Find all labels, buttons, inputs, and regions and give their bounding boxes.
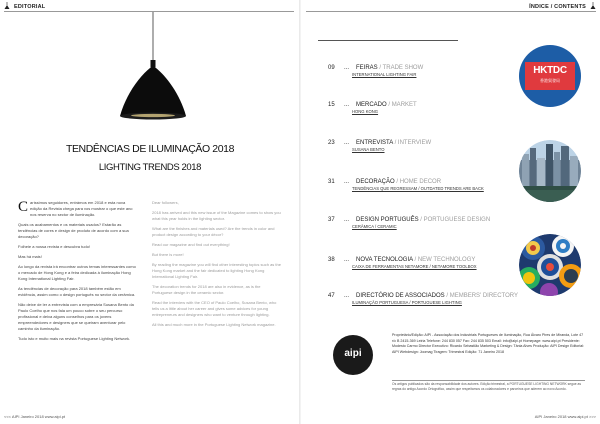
hong-kong-skyline-image: [519, 140, 581, 202]
editorial-paragraph: Quais os acabamentos e os materiais usados? Estarão as tendências de cores e design de produto de acordo com a sua decoração?: [18, 222, 129, 239]
page-gutter: [299, 0, 301, 424]
section-name-en: MEMBERS' DIRECTORY: [449, 293, 518, 299]
hktdc-logo: [519, 45, 581, 107]
editorial-paragraph: The decoration trends for 2018 are also in evidence, as is the Portuguese design in the ceramic sector.: [152, 284, 261, 295]
hktdc-logo-subtext: 香港貿發局: [540, 78, 560, 83]
page-number: 23: [328, 140, 335, 146]
page-number: 47: [328, 293, 335, 299]
section-name-en: TRADE SHOW: [382, 65, 424, 71]
page-number: 09: [328, 65, 335, 71]
editorial-column-en: [152, 200, 282, 332]
section-link[interactable]: TENDÊNCIAS QUE REGRESSAM / OUTDATED TRENDS ARE BACK: [352, 186, 484, 191]
contents-entry-feiras[interactable]: 09 ... FEIRAS / TRADE SHOW INTERNATIONAL LIGHTING FAIR: [328, 65, 424, 77]
contents-entry-mercado[interactable]: 15 ... MERCADO / MARKET HONG KONG: [328, 102, 417, 114]
running-header-contents: ÍNDICE / CONTENTS: [529, 4, 586, 10]
running-header-editorial: EDITORIAL: [14, 4, 46, 10]
section-link[interactable]: SUSANA BENTO: [352, 147, 385, 152]
editorial-paragraph: Não deixe de ler a entrevista com a empresária Susana Bento da Paulo Coelho que nos fala um pouco sobre o seu percurso profissional e deixa alguns conselhos para os jovens empreendedores e designers que se queiram aventurar pelo caminho da iluminação.: [18, 302, 134, 331]
section-name-pt: FEIRAS: [356, 65, 378, 71]
editorial-paragraph: Read the interview with the CEO of Paulo Coelho, Susana Bento, who tells us a little about her career and gives some advices for young entrepreneurs and designers who want to venture through lighting.: [152, 300, 277, 317]
editorial-column-pt: [18, 200, 136, 346]
contents-entry-entrevista[interactable]: 23 ... ENTREVISTA / INTERVIEW SUSANA BENTO: [328, 140, 432, 152]
editorial-paragraph: What are the finishes and materials used? Are the trends in color and product design according to your décor?: [152, 226, 275, 237]
publisher-note: Os artigos publicados são da responsabilidade dos autores. Edição trimestral, a PORTUGUESE LIGHTING NETWORK segue as regras do antigo Acordo Ortográfico, assim que respeitamos os colaboradores e parceiros que aderem ao novo Acordo.: [392, 382, 582, 391]
editorial-paragraph: By reading the magazine you will find other interesting topics such as the Hong Kong market and the fair dedicated to lighting Hong Kong International Lighting Fair.: [152, 262, 281, 279]
section-name-en: MARKET: [391, 102, 417, 108]
section-name-en: HOME DECOR: [399, 179, 442, 185]
page-number: 37: [328, 217, 335, 223]
footer-left: <<< AIPI Janeiro 2018 www.aipi.pt: [4, 414, 66, 419]
section-name-pt: NOVA TECNOLOGIA: [356, 257, 413, 263]
editorial-paragraph: 2018 has arrived and this new issue of the Magazine comes to show you what this year holds in the lighting sector.: [152, 210, 281, 221]
page-number: 15: [328, 102, 335, 108]
pendant-lamp-image: [110, 12, 196, 122]
editorial-paragraph: Dear followers,: [152, 200, 179, 205]
page-number: 31: [328, 179, 335, 185]
ceramic-plates-image: [519, 234, 581, 296]
editorial-paragraph: Mas há mais!: [18, 254, 42, 259]
publisher-info: Proprietário/Edição: AIPI - Associação dos Industriais Portugueses de Iluminação, Rua Álvaro Pires de Miranda, Lote 47 r/c B 2415-369 Leiria Telefone: 244 830 057 Fax: 244 835 503 Email: info@aipi.pt Homepage: www.aipi.pt Presidente: Modesto Carmo Director Executivo: Ricardo Sebastião Marketing & Design: Tânia Alves Produção: AIPI Design Editorial: AIPI Webdesign: Joomag Tiragem: Trimestral Edição: 71 Janeiro 2018: [392, 333, 585, 354]
section-name-pt: DESIGN PORTUGUÊS: [356, 217, 419, 223]
section-name-en: INTERVIEW: [397, 140, 432, 146]
contents-rule: [318, 40, 458, 41]
contents-entry-decoracao[interactable]: 31 ... DECORAÇÃO / HOME DECOR TENDÊNCIAS QUE REGRESSAM / OUTDATED TRENDS ARE BACK: [328, 179, 484, 191]
section-name-en: PORTUGUESE DESIGN: [423, 217, 491, 223]
publisher-rule: [392, 380, 585, 381]
header-lamp-icon: [4, 2, 10, 10]
contents-entry-tecnologia[interactable]: 38 ... NOVA TECNOLOGIA / NEW TECHNOLOGY CAIXA DE FERRAMENTAS NETAMORE / NETAMORE TOOLBOX: [328, 257, 477, 269]
hktdc-logo-text: HKTDC: [533, 65, 567, 76]
section-link[interactable]: CAIXA DE FERRAMENTAS NETAMORE / NETAMORE TOOLBOX: [352, 264, 477, 269]
section-link[interactable]: CERÂMICA / CERAMIC: [352, 224, 397, 229]
section-name-pt: ENTREVISTA: [356, 140, 393, 146]
editorial-paragraph: But there is more!: [152, 252, 184, 257]
editorial-title-pt: TENDÊNCIAS DE ILUMINAÇÃO 2018: [65, 143, 235, 155]
section-name-pt: DIRECTÓRIO DE ASSOCIADOS: [356, 293, 445, 299]
editorial-paragraph: Folheie a nossa revista e descubra tudo!: [18, 244, 91, 249]
contents-entry-design[interactable]: 37 ... DESIGN PORTUGUÊS / PORTUGUESE DESIGN CERÂMICA / CERAMIC: [328, 217, 491, 229]
section-link[interactable]: ILUMINAÇÃO PORTUGUESA / PORTUGUESE LIGHTING: [352, 300, 462, 305]
editorial-paragraph: As tendências de decoração para 2018 também estão em evidência, assim como o design português no sector da cerâmica.: [18, 286, 136, 297]
editorial-paragraph: All this and much more in the Portuguese Lighting Network magazine.: [152, 322, 276, 327]
editorial-paragraph: Read our magazine and find out everything!: [152, 242, 230, 247]
aipi-logo: [333, 335, 373, 375]
section-link[interactable]: HONG KONG: [352, 109, 379, 114]
section-link[interactable]: INTERNATIONAL LIGHTING FAIR: [352, 72, 417, 77]
editorial-paragraph: Tudo isto e muito mais na revista Portuguese Lighting Network.: [18, 336, 131, 341]
editorial-title-en: LIGHTING TRENDS 2018: [98, 162, 202, 173]
aipi-logo-text: aipi: [344, 348, 362, 359]
section-name-pt: DECORAÇÃO: [356, 179, 395, 185]
section-name-pt: MERCADO: [356, 102, 387, 108]
header-lamp-icon: [590, 2, 596, 10]
editorial-paragraph: Caríssimos seguidores, entrámos em 2018 e esta nova edição da Revista chega para vos mostrar o que este ano nos reserva no sector de iluminação.: [18, 199, 133, 217]
section-name-en: NEW TECHNOLOGY: [417, 257, 476, 263]
contents-entry-directorio[interactable]: 47 ... DIRECTÓRIO DE ASSOCIADOS / MEMBERS' DIRECTORY ILUMINAÇÃO PORTUGUESA / PORTUGUESE LIGHTING: [328, 293, 518, 305]
header-rule: [306, 11, 596, 12]
page-number: 38: [328, 257, 335, 263]
drop-cap: C: [18, 199, 29, 215]
footer-right: AIPI Janeiro 2018 www.aipi.pt >>>: [534, 414, 596, 419]
editorial-paragraph: Ao longo da revista irá encontrar outros temas interessantes como o mercado de Hong Kong e a feira dedicada à iluminação Hong Kong International Lighting Fair.: [18, 264, 136, 281]
